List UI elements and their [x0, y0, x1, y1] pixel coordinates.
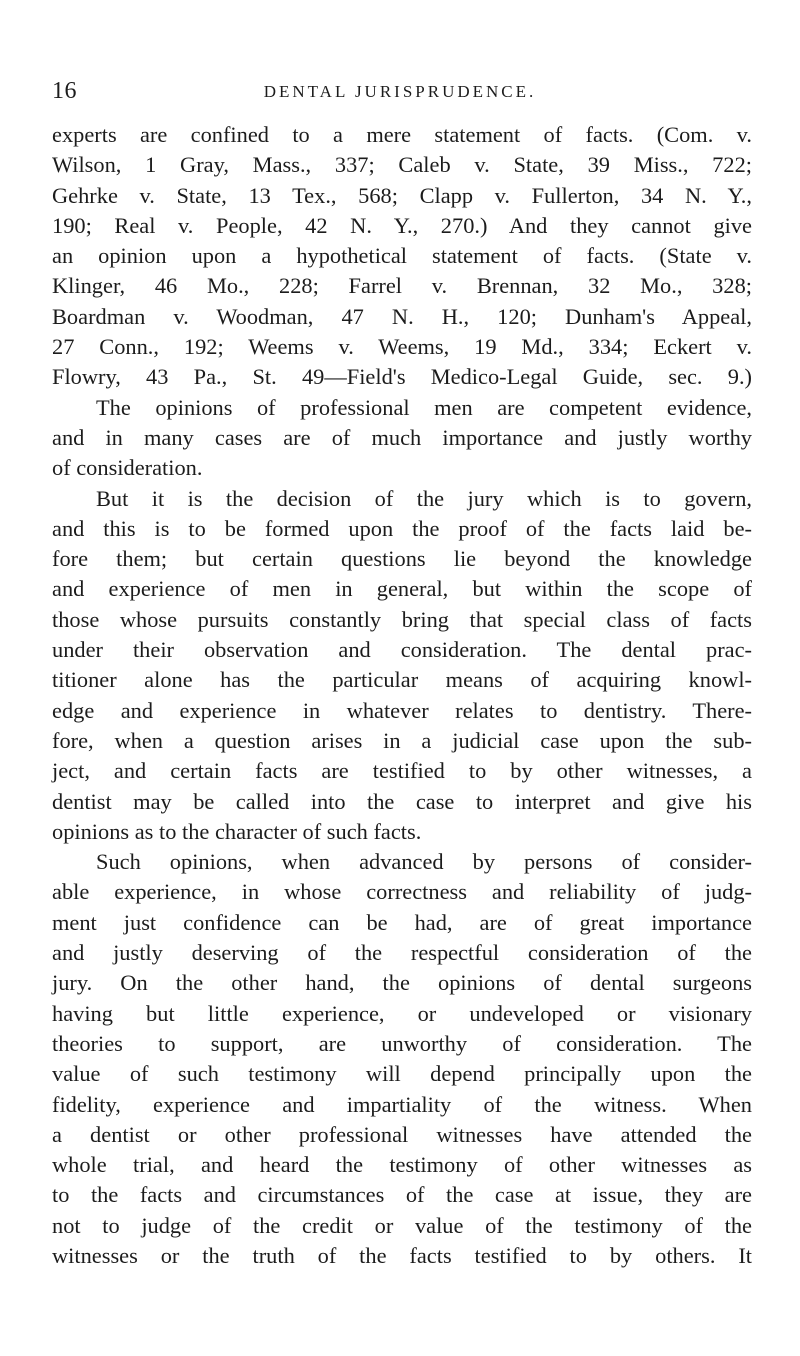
text-line: But it is the decision of the jury which is to govern, — [96, 485, 752, 511]
text-line: whole trial, and heard the testimony of other witnesses as — [52, 1152, 752, 1178]
page-number: 16 — [52, 78, 77, 104]
text-line: an opinion upon a hypothetical statement of facts. (State v. — [52, 243, 752, 269]
text-line: Gehrke v. State, 13 Tex., 568; Clapp v. Fullerton, 34 N. Y., — [52, 182, 752, 208]
text-line: 190; Real v. People, 42 N. Y., 270.) And they cannot give — [52, 212, 752, 238]
text-line: theories to support, are unworthy of consideration. The — [52, 1030, 752, 1056]
text-line: and in many cases are of much importance and justly worthy — [52, 424, 752, 450]
text-line: ment just confidence can be had, are of great importance — [52, 909, 752, 935]
text-line: ject, and certain facts are testified to by other witnesses, a — [52, 758, 752, 784]
text-line: edge and experience in whatever relates to dentistry. There- — [52, 697, 752, 723]
text-line: those whose pursuits constantly bring that special class of facts — [52, 606, 752, 632]
text-line: to the facts and circumstances of the case at issue, they are — [52, 1182, 752, 1208]
running-title: DENTAL JURISPRUDENCE. — [263, 82, 537, 101]
text-line: opinions as to the character of such facts. — [52, 818, 422, 844]
text-line: experts are confined to a mere statement of facts. (Com. v. — [52, 122, 752, 147]
text-line: and justly deserving of the respectful consideration of the — [52, 940, 752, 966]
text-line: under their observation and consideration. The dental prac- — [52, 637, 752, 663]
text-line: Wilson, 1 Gray, Mass., 337; Caleb v. State, 39 Miss., 722; — [52, 152, 752, 178]
text-line: fore, when a question arises in a judicial case upon the sub- — [52, 727, 752, 753]
text-line: The opinions of professional men are competent evidence, — [96, 394, 752, 420]
text-line: dentist may be called into the case to interpret and give his — [52, 788, 752, 814]
text-line: Flowry, 43 Pa., St. 49—Field's Medico-Legal Guide, sec. 9.) — [52, 364, 752, 390]
text-line: 27 Conn., 192; Weems v. Weems, 19 Md., 334; Eckert v. — [52, 334, 752, 360]
text-line: witnesses or the truth of the facts testified to by others. It — [52, 1242, 752, 1268]
text-line: titioner alone has the particular means of acquiring knowl- — [52, 667, 752, 693]
body-text — [52, 120, 752, 1271]
running-head — [52, 78, 748, 108]
text-line: of consideration. — [52, 455, 203, 481]
text-line: and this is to be formed upon the proof of the facts laid be- — [52, 515, 752, 541]
text-line: jury. On the other hand, the opinions of dental surgeons — [52, 970, 752, 996]
text-line: Boardman v. Woodman, 47 N. H., 120; Dunham's Appeal, — [52, 303, 752, 329]
text-line: able experience, in whose correctness and reliability of judg- — [52, 879, 752, 905]
text-line: Klinger, 46 Mo., 228; Farrel v. Brennan, 32 Mo., 328; — [52, 273, 752, 299]
text-line: and experience of men in general, but within the scope of — [52, 576, 752, 602]
text-line: fore them; but certain questions lie beyond the knowledge — [52, 546, 752, 572]
text-line: Such opinions, when advanced by persons of consider- — [96, 849, 752, 875]
text-line: value of such testimony will depend principally upon the — [52, 1061, 752, 1087]
text-line: not to judge of the credit or value of the testimony of the — [52, 1212, 752, 1238]
text-line: a dentist or other professional witnesses have attended the — [52, 1121, 752, 1147]
text-line: having but little experience, or undeveloped or visionary — [52, 1000, 752, 1026]
text-line: fidelity, experience and impartiality of the witness. When — [52, 1091, 752, 1117]
